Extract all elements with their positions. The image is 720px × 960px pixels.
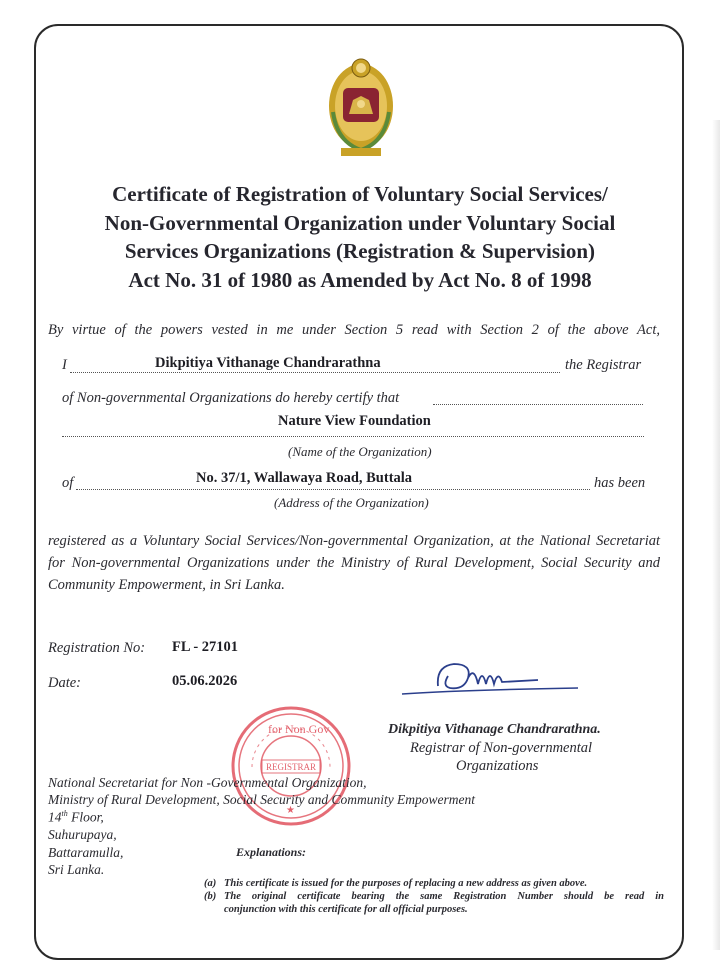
- organization-name: Nature View Foundation: [278, 413, 431, 429]
- page-edge-shadow: [712, 120, 720, 950]
- address-line: Sri Lanka.: [48, 862, 105, 877]
- registration-label: Registration No:: [48, 640, 146, 656]
- title-line: Act No. 31 of 1980 as Amended by Act No. 8 of 1998: [128, 267, 592, 292]
- issue-date: 05.06.2026: [172, 673, 238, 689]
- certificate-title: [40, 180, 680, 294]
- dotted-line: [70, 372, 560, 373]
- explanations-heading: Explanations:: [236, 845, 307, 859]
- registration-paragraph: registered as a Voluntary Social Services/Non-governmental Organization, at the National Secretariat for Non-governmental Organizations under the Ministry of Rural Development, Social Security and Community Empowerment, in Sri Lanka.: [48, 533, 660, 593]
- date-label: Date:: [48, 675, 82, 691]
- address-suffix: has been: [594, 475, 646, 491]
- registrar-name-field: Dikpitiya Vithanage Chandrarathna: [155, 355, 381, 371]
- registration-number: FL - 27101: [172, 639, 239, 655]
- explanation-marker: (b): [204, 891, 217, 902]
- address-prefix: of: [62, 475, 74, 491]
- line-i-prefix: I: [62, 357, 67, 373]
- line-i-suffix: the Registrar: [565, 357, 642, 373]
- title-line: Certificate of Registration of Voluntary Social Services/: [112, 182, 608, 206]
- organization-address: No. 37/1, Wallawaya Road, Buttala: [196, 470, 413, 486]
- secretariat-line: National Secretariat for Non -Governmental Organization,: [48, 775, 367, 790]
- registrar-title: Registrar of Non-governmental: [410, 740, 593, 756]
- ministry-line: Ministry of Rural Development, Social Security and Community Empowerment: [48, 792, 476, 807]
- title-line: Non-Governmental Organization under Voluntary Social: [104, 210, 616, 235]
- title-line: Services Organizations (Registration & Supervision): [124, 239, 596, 263]
- dotted-line: [62, 436, 644, 437]
- registrar-title-2: Organizations: [456, 758, 539, 774]
- certify-text: of Non-governmental Organizations do hereby certify that: [62, 390, 400, 406]
- explanation-text: This certificate is issued for the purposes of replacing a new address as given above.: [224, 878, 588, 889]
- certificate-border: [34, 24, 684, 960]
- registrar-name: Dikpitiya Vithanage Chandrarathna.: [388, 722, 601, 737]
- dotted-line: [76, 489, 590, 490]
- address-line: Battaramulla,: [48, 845, 124, 860]
- svg-text:★: ★: [286, 805, 295, 816]
- intro-text: By virtue of the powers vested in me under Section 5 read with Section 2 of the above Act,: [48, 322, 660, 338]
- national-emblem-icon: [327, 52, 395, 160]
- floor-line: 14th Floor,: [48, 809, 104, 825]
- explanation-marker: (a): [204, 878, 217, 889]
- explanation-text-continued: conjunction with this certificate for all official purposes.: [224, 904, 468, 915]
- dotted-line: [433, 404, 643, 405]
- official-seal-stamp-icon: [230, 705, 352, 827]
- explanation-text: The original certificate bearing the same Registration Number should be read in: [224, 891, 664, 902]
- address-line: Suhurupaya,: [48, 827, 117, 842]
- org-name-caption: (Name of the Organization): [288, 444, 432, 459]
- svg-text:REGISTRAR: REGISTRAR: [266, 762, 317, 772]
- address-caption: (Address of the Organization): [274, 495, 429, 510]
- svg-text:for Non Gov: for Non Gov: [268, 722, 330, 736]
- registrar-signature-icon: [398, 656, 588, 706]
